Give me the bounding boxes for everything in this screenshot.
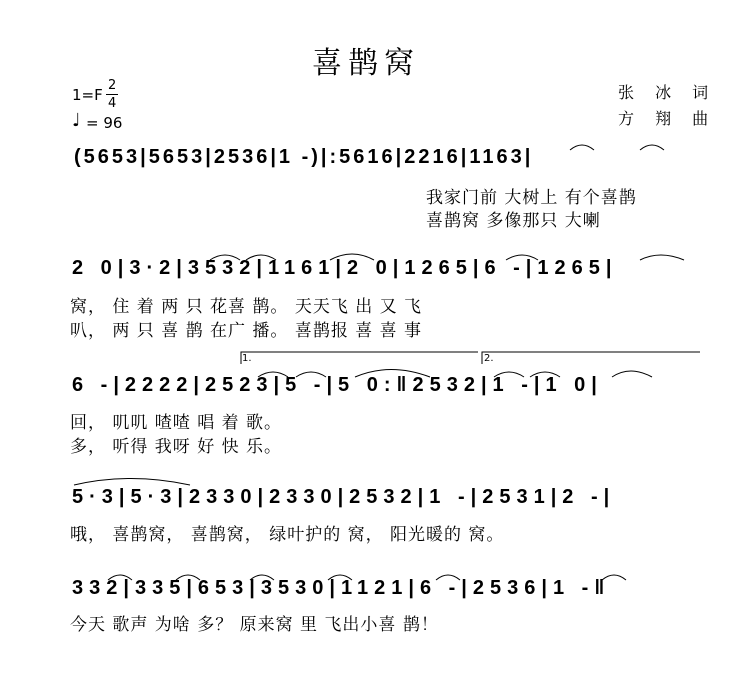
tie (330, 254, 374, 260)
tie (436, 575, 460, 580)
tie (328, 575, 352, 580)
lyric-line-2-2: 叭， 两 只 喜 鹊 在广 播。 喜鹊报 喜 喜 事 (70, 321, 423, 341)
notation-system-1: (5653|5653|2536|1 -)|:5616|2216|1163| (74, 146, 534, 168)
tie (612, 371, 652, 377)
lyric-line-1-1: 我家门前 大树上 有个喜鹊 (426, 188, 637, 208)
volta-1-label: 1. (242, 353, 252, 364)
lyric-line-2-1: 窝， 住 着 两 只 花喜 鹊。 天天飞 出 又 飞 (70, 297, 423, 317)
lyric-line-3-2: 多， 听得 我呀 好 快 乐。 (70, 437, 283, 457)
tie (176, 575, 200, 580)
tie (494, 372, 524, 377)
lyric-line-3-1: 回， 叽叽 喳喳 唱 着 歌。 (70, 413, 283, 433)
quarter-note-icon: ♩ (72, 110, 81, 131)
tie (640, 145, 664, 150)
slur (74, 479, 190, 486)
tie (250, 575, 274, 580)
tie (296, 372, 326, 377)
notation-system-2: 2 0|3·2|3532|1161|2 0|1265|6 -|1265| (72, 257, 618, 279)
lyric-line-4-1: 哦， 喜鹊窝， 喜鹊窝， 绿叶护的 窝， 阳光暖的 窝。 (70, 525, 505, 545)
composer-credit: 方 翔 曲 (618, 109, 717, 128)
tie (640, 255, 684, 260)
song-title: 喜鹊窝 (312, 46, 420, 81)
notation-system-5: 332|335|653|3530|1121|6 -|2536|1 -‖ (72, 577, 611, 599)
tempo-marking: = 96 (86, 114, 123, 132)
tie (246, 255, 276, 260)
lyricist-credit: 张 冰 词 (618, 83, 717, 102)
tie (570, 145, 594, 150)
notation-system-4: 5·3|5·3|2330|2330|2532|1 -|2531|2 -| (72, 486, 616, 508)
tie (258, 372, 288, 377)
volta-1-bracket (241, 352, 478, 364)
lyric-line-1-2: 喜鹊窝 多像那只 大喇 (426, 211, 601, 231)
lyric-line-5-1: 今天 歌声 为啥 多？ 原来窝 里 飞出小喜 鹊！ (70, 615, 439, 635)
tie (602, 575, 626, 580)
tie (530, 372, 560, 377)
tie (210, 255, 240, 260)
time-signature-numerator: 2 (108, 78, 117, 93)
notation-system-3: 6 -|2222|2523|5 -|5 0:‖2532|1 -|1 0| (72, 374, 603, 396)
key-signature: 1=F (72, 86, 103, 104)
tie (355, 370, 430, 378)
volta-2-label: 2. (484, 353, 494, 364)
volta-2-bracket (482, 352, 700, 364)
tie (108, 575, 132, 580)
time-signature-denominator: 4 (108, 96, 117, 111)
tie (506, 255, 538, 260)
